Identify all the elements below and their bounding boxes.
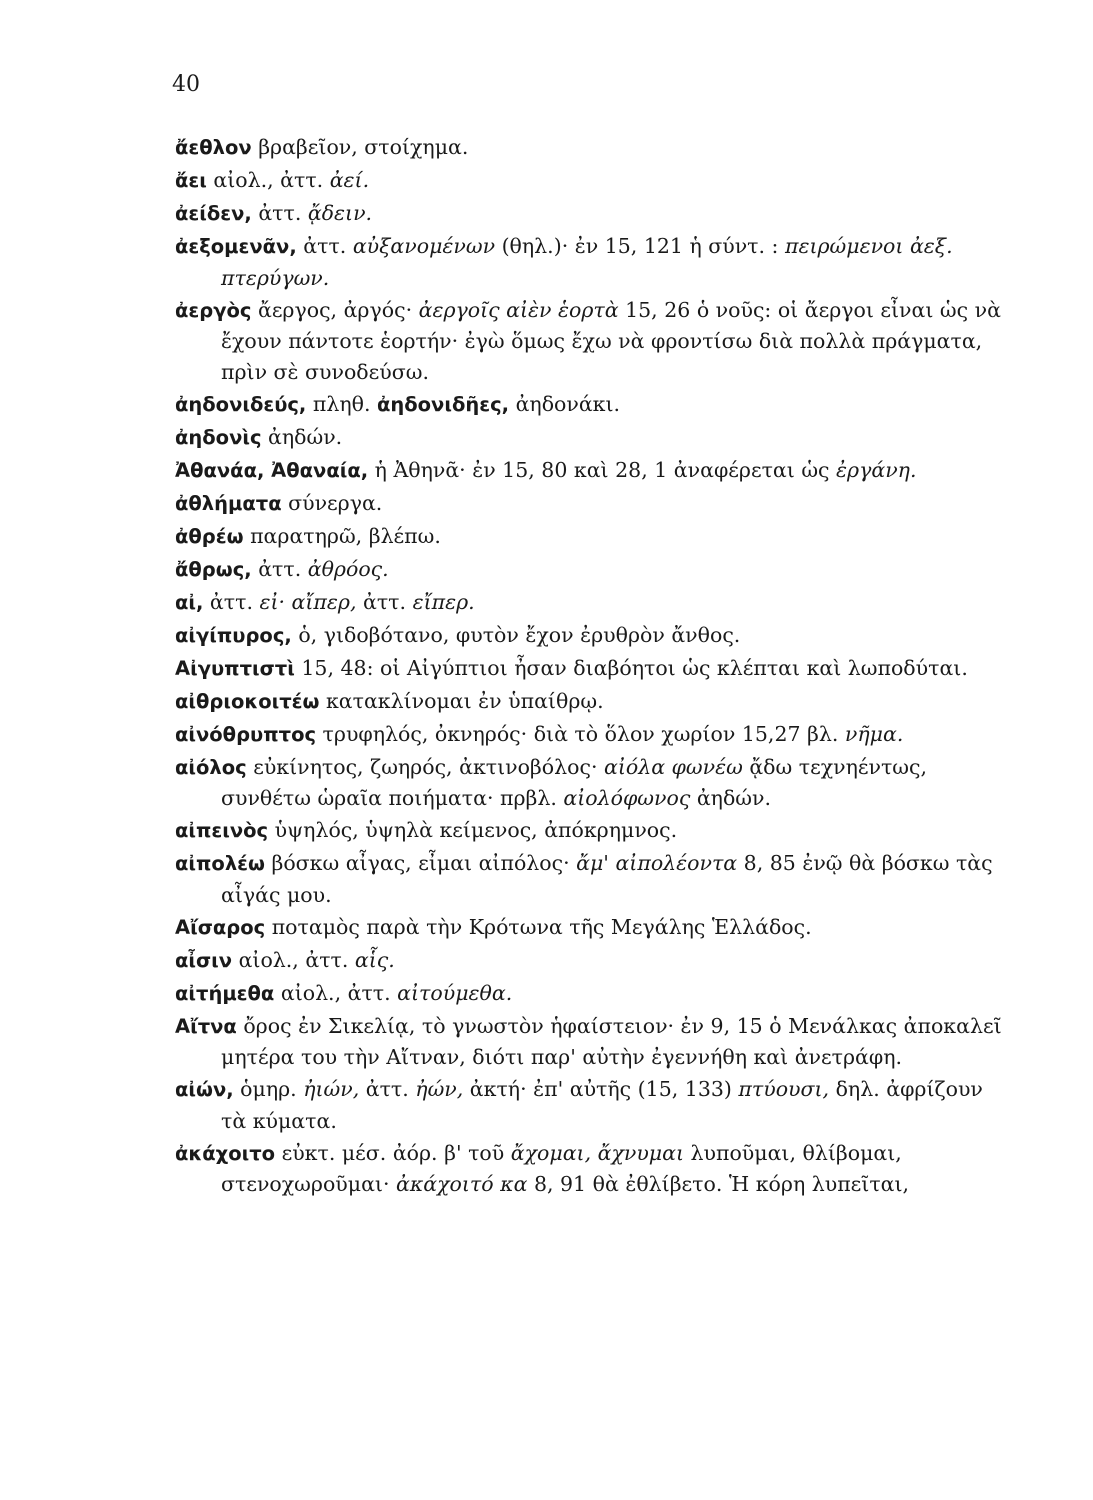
entry-text: ἀκάχοιτό κα [396, 1172, 528, 1196]
entry-headword: Αἴσαρος [175, 915, 266, 939]
entry-text: ἀηδών. [261, 424, 343, 449]
entry-text: 8, 85 ἐνῷ θὰ βόσκω τὰς αἶγάς μου. [221, 851, 993, 907]
entry-text: ἀεί. [329, 168, 370, 192]
glossary-entry [175, 912, 1005, 944]
glossary-entry [175, 978, 1005, 1010]
entry-text: πληθ. [306, 391, 377, 416]
entry-headword: ἀκάχοιτο [175, 1141, 276, 1165]
glossary-entry [175, 620, 1005, 652]
entry-text: ὄρος ἐν Σικελίᾳ, τὸ γνωστὸν ἡφαίστειον· ἐν 9, 15 ὁ Μενάλκας ἀποκαλεῖ μητέρα του τὴν Αἴτναν, διότι παρ' αὐτὴν ἐγεννήθη καὶ ἀνετράφη. [221, 1013, 1002, 1069]
glossary-entry [175, 488, 1005, 520]
entry-headword: ἀηδονιδῆες, [376, 392, 510, 416]
glossary-entry [175, 132, 1005, 164]
entry-headword: Αἴτνα [175, 1014, 237, 1038]
entry-text: ἠιών, [303, 1077, 360, 1101]
entry-text: δηλ. ἀφρίζουν τὰ κύματα. [221, 1077, 983, 1133]
glossary-entry [175, 554, 1005, 586]
entry-text: πειρώμενοι ἀεξ. πτερύγων. [221, 234, 953, 290]
entry-text: τρυφηλός, ὀκνηρός· διὰ τὸ ὅλον χωρίον 15,27 βλ. [316, 721, 845, 746]
entry-text: βραβεῖον, στοίχημα. [251, 135, 469, 159]
entry-text: ὁμηρ. [233, 1077, 304, 1101]
entry-text: ἀττ. [203, 589, 260, 614]
entry-text: σύνεργα. [281, 490, 383, 515]
entry-headword: ἀθλήματα [175, 491, 282, 515]
entry-headword: αἰόλος [175, 755, 247, 779]
entry-headword: ἀηδονὶς [175, 425, 262, 449]
glossary-entry [175, 231, 1005, 293]
entry-headword: Ἀθανάα, Ἀθαναία, [175, 458, 369, 482]
entry-headword: αἶσιν [175, 948, 233, 972]
entry-text: αἰτούμεθα. [397, 980, 513, 1005]
entry-text: ἀττ. [251, 201, 308, 225]
glossary-entry [175, 295, 1005, 388]
entry-headword: αἰπεινὸς [175, 819, 269, 842]
entry-text: ᾄδειν. [307, 201, 373, 225]
glossary-entry [175, 1138, 1005, 1200]
entry-text: εἰ· αἴπερ, [259, 589, 357, 614]
glossary-entry [175, 521, 1005, 553]
entry-headword: αἰθριοκοιτέω [175, 689, 320, 713]
entry-headword: ἄθρως, [175, 557, 252, 581]
entry-headword: ἄεθλον [175, 136, 252, 159]
entry-text: αἰολ., ἀττ. [232, 947, 355, 972]
entry-text: ᾄδω τεχνηέντως, συνθέτω ὡραῖα ποιήματα· πρβλ. [221, 754, 928, 810]
entry-headword: αἰτήμεθα [175, 981, 275, 1005]
entry-text: ἀηδών. [690, 786, 771, 810]
entry-text: αἰόλα φωνέω [603, 754, 743, 779]
glossary-entry [175, 945, 1005, 977]
entry-text: αἰολόφωνος [563, 786, 691, 810]
entry-text: ἀκτή· ἐπ' αὐτῆς (15, 133) [463, 1077, 739, 1101]
entry-text: ἀεργοῖς αἰὲν ἑορτὰ [418, 297, 619, 322]
entry-text: ἀττ. [296, 234, 353, 258]
glossary-entry [175, 653, 1005, 685]
entry-text: 15, 48: οἱ Αἰγύπτιοι ἦσαν διαβόητοι ὡς κλέπται καὶ λωποδύται. [294, 655, 968, 680]
entry-headword: αἰ, [175, 590, 204, 614]
entry-text: 8, 91 θὰ ἐθλίβετο. Ἡ κόρη λυπεῖται, [527, 1172, 910, 1196]
entry-text: εἴπερ. [412, 589, 475, 614]
entry-text: ἐργάνη. [836, 457, 917, 482]
entry-text: (θηλ.)· ἐν 15, 121 ἡ σύντ. : [495, 234, 785, 258]
page-number: 40 [172, 72, 200, 97]
entry-text: αὐξανομένων [352, 234, 496, 258]
entry-headword: Αἰγυπτιστὶ [175, 656, 295, 680]
glossary-entry [175, 587, 1005, 619]
entry-text: ἄεργος, ἀργός· [251, 297, 419, 322]
entry-headword: ἀείδεν, [175, 202, 252, 225]
entry-text: ὑψηλός, ὑψηλὰ κείμενος, ἀπόκρημνος. [268, 818, 678, 842]
entry-text: λυποῦμαι, θλίβομαι, στενοχωροῦμαι· [221, 1140, 902, 1196]
glossary-entry [175, 389, 1005, 421]
entry-headword: ἄει [175, 169, 207, 192]
entry-text: ἀττ. [251, 556, 308, 581]
entry-text: ἀηδονάκι. [509, 391, 621, 416]
entry-headword: αἰνόθρυπτος [175, 722, 317, 746]
entry-text: νῆμα. [844, 721, 904, 746]
entry-text: εὐκίνητος, ζωηρός, ἀκτινοβόλος· [246, 754, 604, 779]
entry-text: ἄμ' αἰπολέοντα [576, 851, 738, 875]
entry-headword: ἀηδονιδεύς, [175, 392, 307, 416]
glossary-entry [175, 1011, 1005, 1073]
entry-text: ποταμὸς παρὰ τὴν Κρότωνα τῆς Μεγάλης Ἑλλάδος. [265, 914, 812, 939]
entry-text: κατακλίνομαι ἐν ὑπαίθρῳ. [319, 688, 604, 713]
glossary-entry [175, 752, 1005, 814]
entry-text: ἄχομαι, ἄχνυμαι [510, 1140, 685, 1165]
entry-headword: αἰών, [175, 1078, 234, 1101]
entry-text: αἰολ., ἀττ. [274, 980, 398, 1005]
glossary-entry [175, 719, 1005, 751]
entry-text: βόσκω αἶγας, εἶμαι αἰπόλος· [264, 851, 577, 875]
entry-text: ἀττ. [359, 1077, 416, 1101]
entry-headword: ἀεξομενᾶν, [175, 235, 297, 258]
glossary-list [175, 132, 1005, 1201]
glossary-entry [175, 815, 1005, 847]
glossary-entry [175, 455, 1005, 487]
glossary-entry [175, 422, 1005, 454]
entry-text: 15, 26 ὁ νοῦς: οἱ ἄεργοι εἶναι ὡς νὰ ἔχουν πάντοτε ἑορτήν· ἐγὼ ὅμως ἔχω νὰ φροντίσω διὰ πολλὰ πράγματα, πρὶν σὲ συνοδεύσω. [221, 297, 1001, 384]
entry-text: ἡ Ἀθηνᾶ· ἐν 15, 80 καὶ 28, 1 ἀναφέρεται ὡς [368, 457, 837, 482]
glossary-entry [175, 198, 1005, 230]
glossary-entry [175, 848, 1005, 910]
glossary-entry [175, 1074, 1005, 1136]
entry-text: πτύουσι, [738, 1077, 830, 1101]
entry-text: ὁ, γιδοβότανο, φυτὸν ἔχον ἐρυθρὸν ἄνθος. [291, 622, 741, 647]
entry-text: εὐκτ. μέσ. ἀόρ. β' τοῦ [275, 1140, 511, 1165]
glossary-entry [175, 165, 1005, 197]
entry-text: παρατηρῶ, βλέπω. [243, 523, 441, 548]
entry-headword: ἀεργὸς [175, 298, 252, 322]
entry-text: ἀθρόος. [307, 556, 389, 581]
entry-headword: ἀθρέω [175, 524, 244, 548]
entry-text: αἰολ., ἀττ. [206, 168, 330, 192]
entry-headword: αἰγίπυρος, [175, 623, 292, 647]
entry-text: αἷς. [354, 947, 395, 972]
entry-text: ἠών, [415, 1077, 464, 1101]
glossary-entry [175, 686, 1005, 718]
entry-text: ἀττ. [356, 589, 413, 614]
entry-headword: αἰπολέω [175, 852, 265, 875]
